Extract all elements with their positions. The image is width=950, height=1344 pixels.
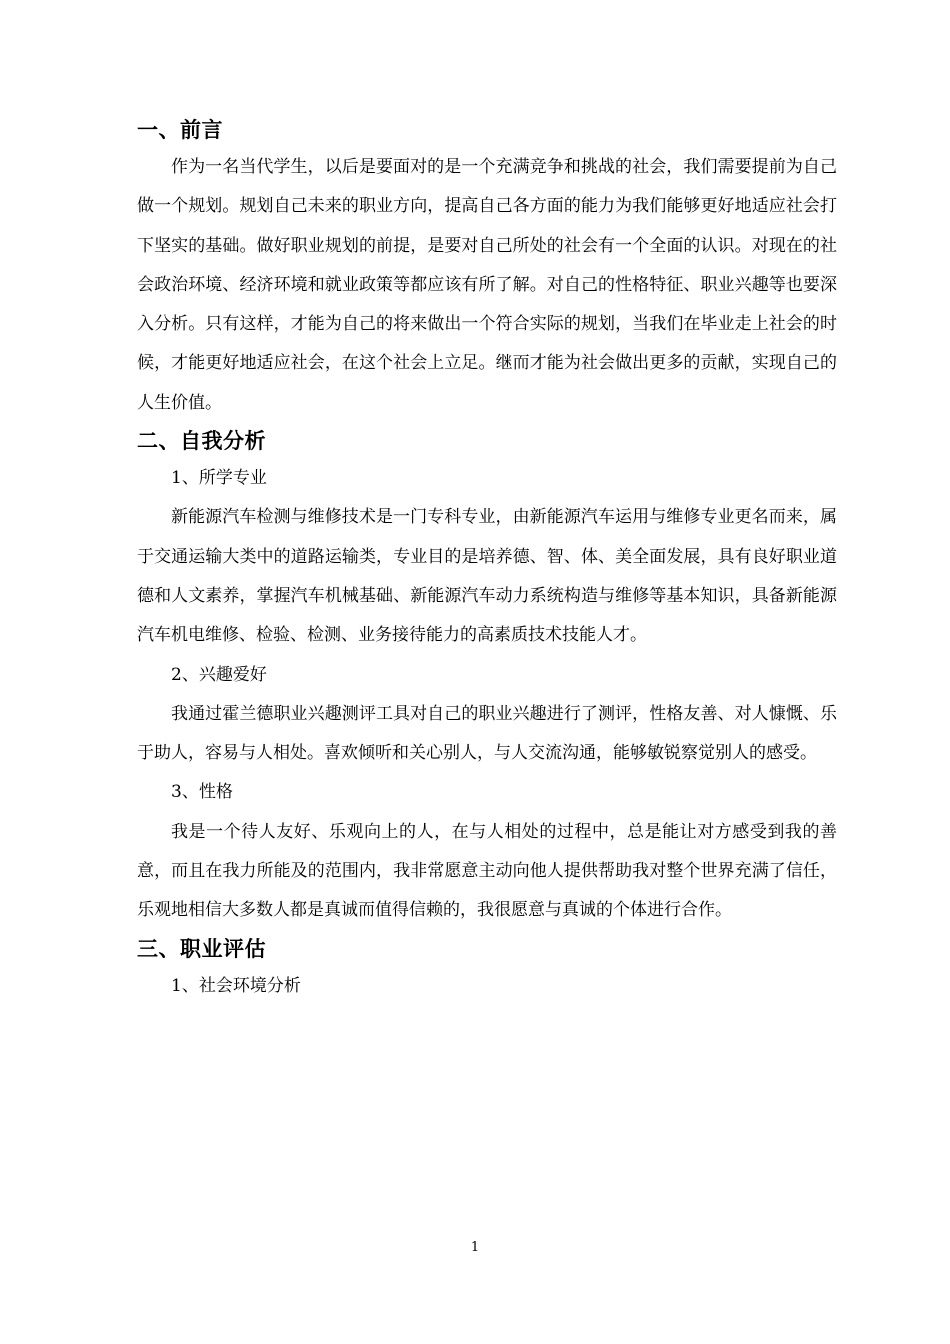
interests-paragraph: 我通过霍兰德职业兴趣测评工具对自己的职业兴趣进行了测评，性格友善、对人慷慨、乐于助人，容易与人相处。喜欢倾听和关心别人，与人交流沟通，能够敏锐察觉别人的感受。 xyxy=(137,703,837,764)
section-heading-self-analysis: 二、自我分析 xyxy=(137,429,266,454)
section-heading-career-assessment: 三、职业评估 xyxy=(137,936,266,961)
subheading-social-environment: 1、社会环境分析 xyxy=(171,975,301,996)
subheading-personality: 3、性格 xyxy=(171,782,233,803)
preface-paragraph: 作为一名当代学生，以后是要面对的是一个充满竞争和挑战的社会，我们需要提前为自己做一个规划。规划自己未来的职业方向，提高自己各方面的能力为我们能够更好地适应社会打下坚实的基础。做好职业规划的前提，是要对自己所处的社会有一个全面的认识。对现在的社会政治环境、经济环境和就业政策等都应该有所了解。对自己的性格特征、职业兴趣等也要深入分析。只有这样，才能为自己的将来做出一个符合实际的规划，当我们在毕业走上社会的时候，才能更好地适应社会，在这个社会上立足。继而才能为社会做出更多的贡献，实现自己的人生价值。 xyxy=(137,157,837,413)
subheading-interests: 2、兴趣爱好 xyxy=(171,664,267,685)
page-number: 1 xyxy=(470,1240,480,1255)
subheading-major: 1、所学专业 xyxy=(171,468,267,489)
section-heading-preface: 一、前言 xyxy=(137,118,223,142)
personality-paragraph: 我是一个待人友好、乐观向上的人，在与人相处的过程中，总是能让对方感受到我的善意，而且在我力所能及的范围内，我非常愿意主动向他人提供帮助我对整个世界充满了信任，乐观地相信大多数人都是真诚而值得信赖的，我很愿意与真诚的个体进行合作。 xyxy=(137,821,837,921)
major-paragraph: 新能源汽车检测与维修技术是一门专科专业，由新能源汽车运用与维修专业更名而来，属于交通运输大类中的道路运输类，专业目的是培养德、智、体、美全面发展，具有良好职业道德和人文素养，掌握汽车机械基础、新能源汽车动力系统构造与维修等基本知识，具备新能源汽车机电维修、检验、检测、业务接待能力的高素质技术技能人才。 xyxy=(137,507,837,646)
document-body xyxy=(137,112,837,1006)
